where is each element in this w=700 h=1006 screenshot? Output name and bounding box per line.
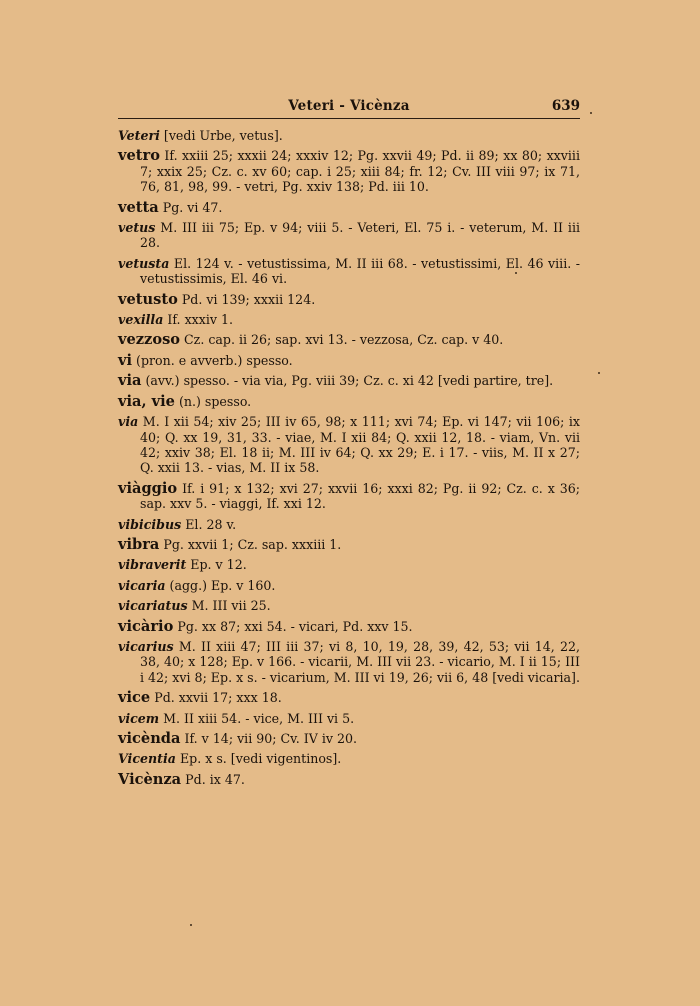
entry-references: If. i 91; x 132; xvi 27; xxvii 16; xxxi 82; Pg. ii 92; Cz. c. x 36; sap. xxv 5. - viaggi, If. xxi 12. [140,480,580,512]
dictionary-entry [118,619,580,634]
entry-references: M. III iii 75; Ep. v 94; viii 5. - Veteri, El. 75 i. - veterum, M. II iii 28. [140,220,580,251]
dictionary-entry [118,148,580,194]
entry-references: El. 28 v. [185,516,237,532]
entry-headword: vezzoso [118,331,181,349]
entry-headword: via, vie [118,392,175,410]
dictionary-entry [118,256,580,287]
entry-references: Ep. v 12. [190,557,247,573]
entry-references: M. III vii 25. [191,598,271,614]
entry-headword: vetusto [118,290,178,308]
entry-headword: vexilla [118,312,164,328]
entry-references: M. II xiii 47; III iii 37; vi 8, 10, 19, 28, 39, 42, 53; vii 14, 22, 38, 40; x 128; Ep. v 166. - vicarii, M. III vii 23. - vicario, M. I ii 15; III i 42; xvi 8; Ep. x s. - vicarium, M. III vi 19, 26; vii 6, 48 [vedi vicaria]. [140,638,580,685]
entry-headword: via [118,414,139,430]
dictionary-entry [118,690,580,705]
entry-headword: vice [118,689,151,707]
entry-references: Pg. xxvii 1; Cz. sap. xxxiii 1. [163,536,342,552]
entry-headword: vibraverit [118,557,187,573]
dictionary-entry [118,517,580,532]
entry-references: (n.) spesso. [178,393,252,409]
dictionary-entry [118,353,580,368]
dictionary-entry [118,598,580,613]
entry-references: Cz. cap. ii 26; sap. xvi 13. - vezzosa, Cz. cap. v 40. [184,332,504,348]
entry-references: M. I xii 54; xiv 25; III iv 65, 98; x 111; xvi 74; Ep. vi 147; vii 106; ix 40; Q. xx 19, 31, 33. - viae, M. I xii 84; Q. xxii 12, 18. - viam, Vn. vii 42; xxiv 38; El. 18 ii; M. III iv 64; Q. xx 29; E. i 17. - viis, M. II x 27; Q. xxii 13. - vias, M. II ix 58. [140,414,580,476]
dictionary-entry [118,751,580,766]
dictionary-entry [118,772,580,787]
entry-headword: Vicènza [118,770,182,788]
entry-headword: vicàrio [118,617,174,635]
page-number: 639 [551,98,580,114]
entry-headword: vicènda [118,730,181,747]
entry-references: (agg.) Ep. v 160. [169,577,276,593]
print-speck [515,272,517,274]
dictionary-entry [118,394,580,409]
entry-references: If. xxxiv 1. [167,312,234,328]
dictionary-entry [118,200,580,215]
dictionary-entry [118,639,580,685]
entry-headword: vetusta [118,255,170,271]
dictionary-entry [118,128,580,143]
dictionary-entry [118,731,580,746]
running-title: Veteri - Vicènza [288,98,410,114]
dictionary-entry [118,292,580,307]
entry-list [118,128,580,792]
entry-references: Pd. ix 47. [185,771,245,787]
entry-headword: vetus [118,220,156,236]
entry-references: Pd. vi 139; xxxii 124. [181,291,316,307]
entry-references: Pg. vi 47. [162,199,223,215]
dictionary-entry [118,373,580,388]
entry-references: Pg. xx 87; xxi 54. - vicari, Pd. xxv 15. [177,618,413,634]
entry-references: If. v 14; vii 90; Cv. IV iv 20. [184,731,358,746]
dictionary-entry [118,557,580,572]
dictionary-entry [118,537,580,552]
dictionary-entry [118,481,580,512]
entry-headword: vetta [118,198,159,216]
entry-headword: vibra [118,535,160,553]
entry-headword: vicarius [118,638,174,654]
dictionary-entry [118,578,580,593]
entry-references: M. II xiii 54. - vice, M. III vi 5. [163,710,355,726]
entry-references: Pd. xxvii 17; xxx 18. [154,690,282,706]
running-header [118,96,580,119]
entry-references: El. 124 v. - vetustissima, M. II iii 68. - vetustissimi, El. 46 viii. - vetustissimis, El. 46 vi. [140,255,580,287]
entry-headword: vicaria [118,577,166,593]
dictionary-entry [118,312,580,327]
entry-headword: viàggio [118,479,178,497]
dictionary-entry [118,332,580,347]
entry-headword: Vicentia [118,751,176,767]
entry-headword: vi [118,351,133,369]
entry-headword: vicariatus [118,598,188,614]
dictionary-entry [118,711,580,726]
entry-references: (pron. e avverb.) spesso. [136,352,293,368]
entry-references: [vedi Urbe, vetus]. [163,128,283,143]
entry-references: If. xxiii 25; xxxii 24; xxxiv 12; Pg. xxvii 49; Pd. ii 89; xx 80; xxviii 7; xxix 25; Cz. c. xv 60; cap. i 25; xiii 84; fr. 12; Cv. III viii 97; ix 71, 76, 81, 98, 99. - vetri, Pg. xxiv 138; Pd. iii 10. [140,148,580,195]
entry-headword: Veteri [118,128,160,143]
entry-headword: vicem [118,710,160,726]
entry-references: (avv.) spesso. - via via, Pg. viii 39; Cz. c. xi 42 [vedi partire, tre]. [145,373,554,389]
print-speck [598,372,600,374]
dictionary-entry [118,414,580,476]
dictionary-entry [118,220,580,251]
entry-headword: via [118,372,142,390]
entry-references: Ep. x s. [vedi vigentinos]. [179,751,342,767]
entry-headword: vetro [118,147,160,165]
print-speck [590,112,592,114]
print-speck [190,924,192,926]
entry-headword: vibicibus [118,516,182,532]
